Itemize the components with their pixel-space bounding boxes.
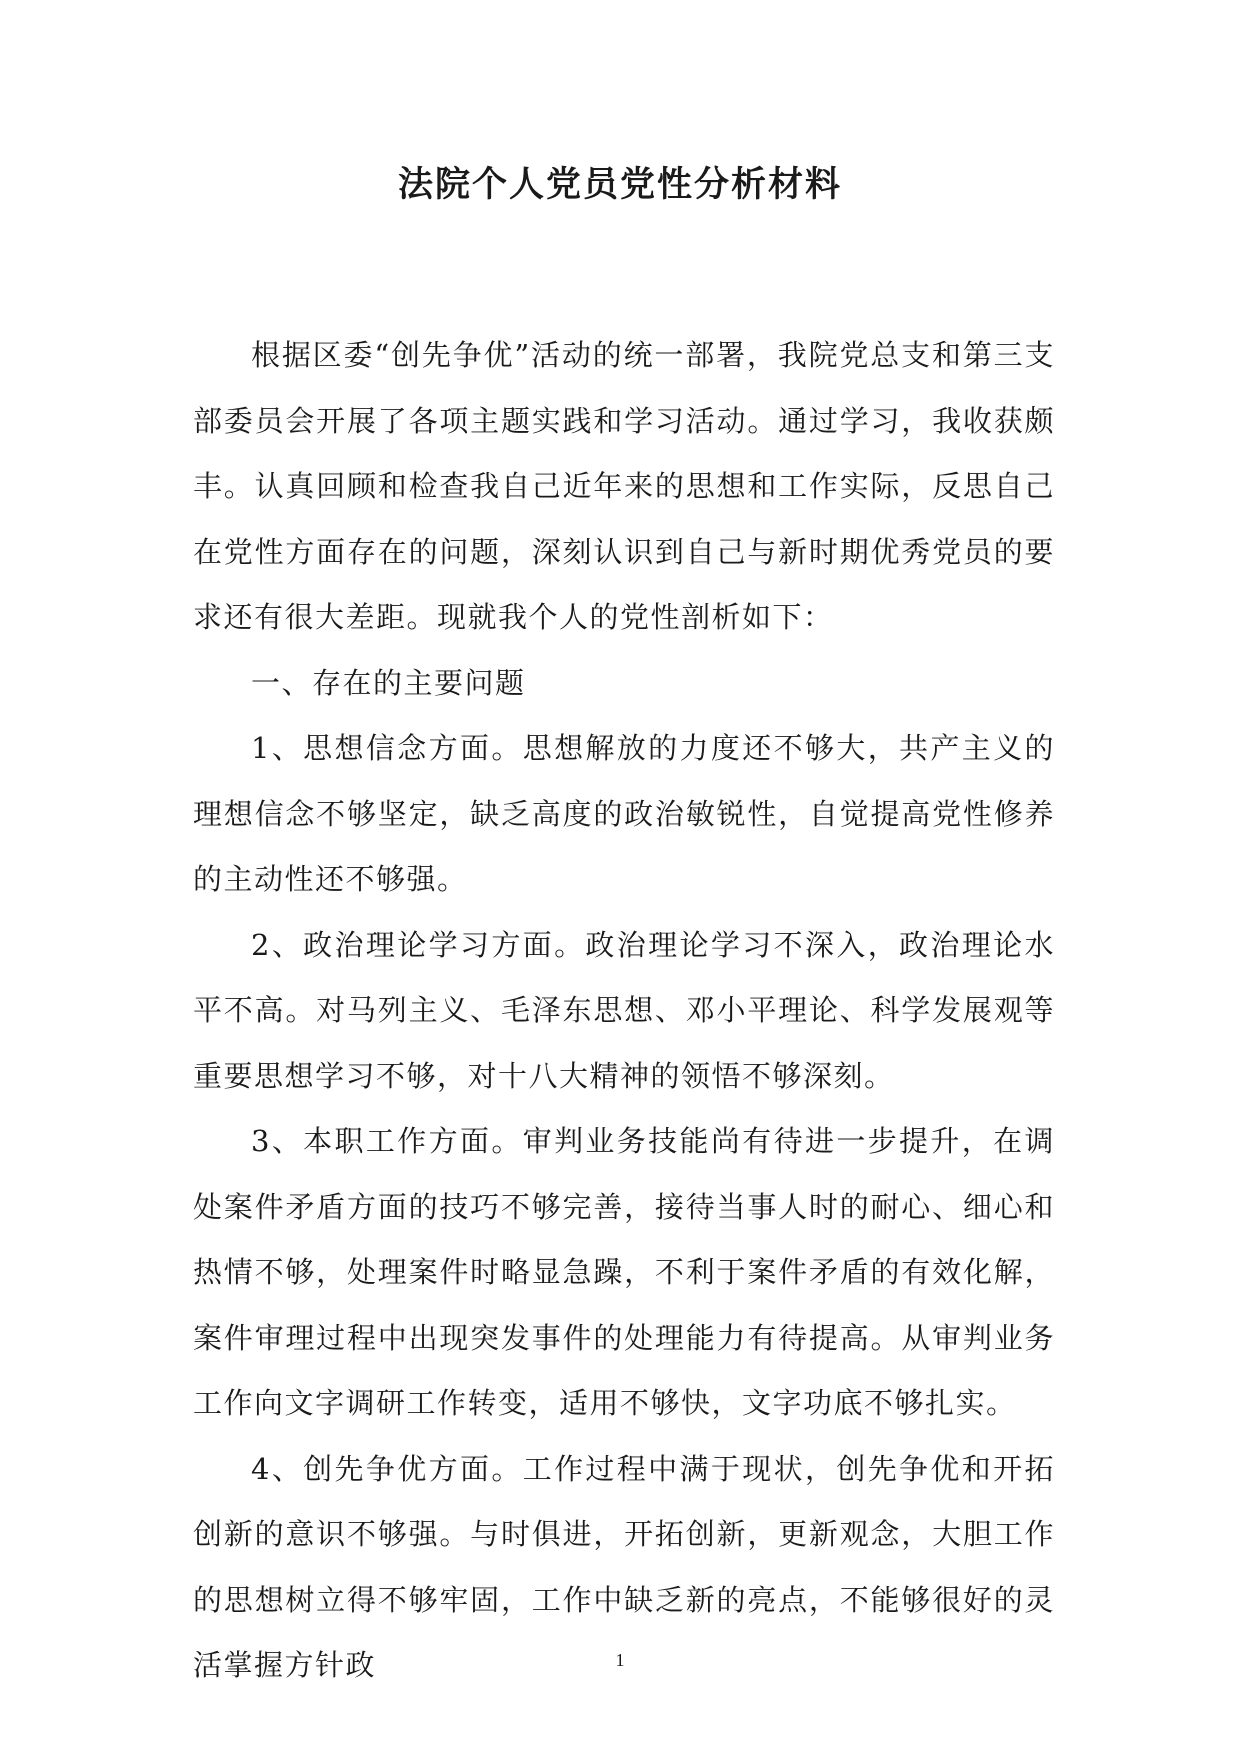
paragraph-item-4: 4、创先争优方面。工作过程中满于现状，创先争优和开拓创新的意识不够强。与时俱进，开拓创新，更新观念，大胆工作的思想树立得不够牢固，工作中缺乏新的亮点，不能够很好的灵活掌握方针政 (193, 1451, 1055, 1682)
document-body (193, 323, 1055, 1699)
paragraph-item-3: 3、本职工作方面。审判业务技能尚有待进一步提升，在调处案件矛盾方面的技巧不够完善，接待当事人时的耐心、细心和热情不够，处理案件时略显急躁，不利于案件矛盾的有效化解，案件审理过程中出现突发事件的处理能力有待提高。从审判业务工作向文字调研工作转变，适用不够快，文字功底不够扎实。 (193, 1124, 1055, 1420)
page-number: 1 (615, 1650, 625, 1670)
section-heading: 一、存在的主要问题 (251, 665, 526, 700)
paragraph-item-2: 2、政治理论学习方面。政治理论学习不深入，政治理论水平不高。对马列主义、毛泽东思想、邓小平理论、科学发展观等重要思想学习不够，对十八大精神的领悟不够深刻。 (193, 927, 1055, 1093)
document-title: 法院个人党员党性分析材料 (397, 164, 842, 205)
paragraph-intro: 根据区委“创先争优”活动的统一部署，我院党总支和第三支部委员会开展了各项主题实践和学习活动。通过学习，我收获颇丰。认真回顾和检查我自己近年来的思想和工作实际，反思自己在党性方面存在的问题，深刻认识到自己与新时期优秀党员的要求还有很大差距。现就我个人的党性剖析如下： (193, 338, 1055, 634)
paragraph-item-1: 1、思想信念方面。思想解放的力度还不够大，共产主义的理想信念不够坚定，缺乏高度的政治敏锐性，自觉提高党性修养的主动性还不够强。 (193, 731, 1055, 896)
